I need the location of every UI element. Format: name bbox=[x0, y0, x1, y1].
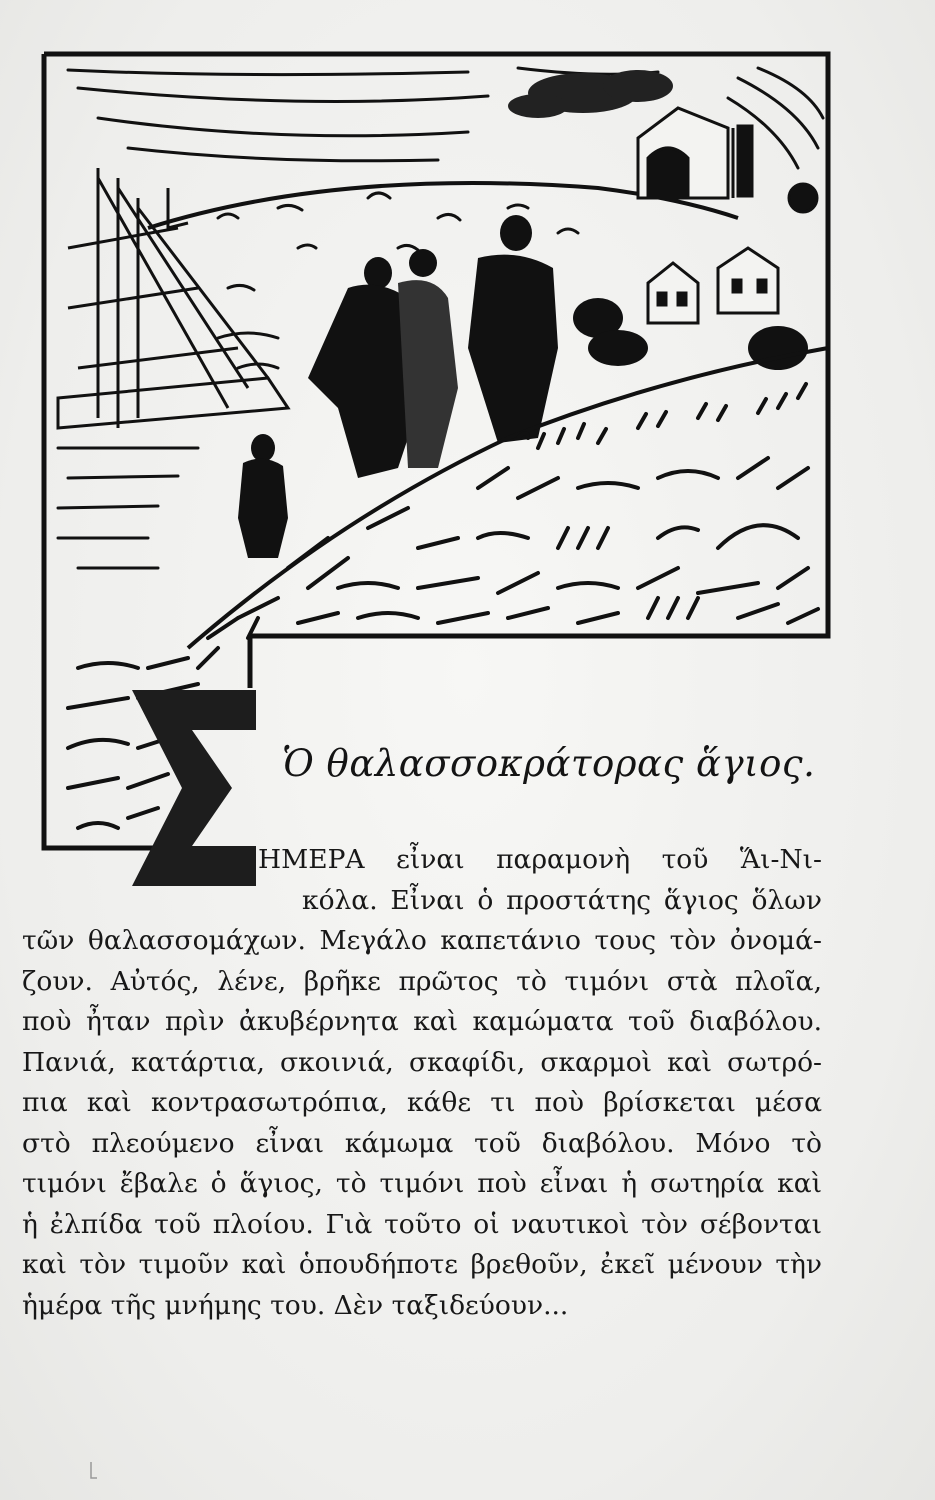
text-line: ποὺ ἦταν πρὶν ἀκυβέρνητα καὶ καμώματα τοῦ διαβόλου. bbox=[22, 1006, 822, 1037]
text-line: τῶν θαλασσομάχων. Μεγάλο καπετάνιο τους τὸν ὀνομά- bbox=[22, 925, 822, 956]
text-line: ἡμέρα τῆς μνήμης του. Δὲν ταξιδεύουν... bbox=[22, 1289, 569, 1321]
text-line: ἡ ἐλπίδα τοῦ πλοίου. Γιὰ τοῦτο οἱ ναυτικοὶ τὸν σέβονται bbox=[22, 1208, 822, 1240]
text-line: ζουν. Αὐτός, λένε, βρῆκε πρῶτος τὸ τιμόνι στὰ πλοῖα, bbox=[22, 965, 822, 997]
text-line: στὸ πλεούμενο εἶναι κάμωμα τοῦ διαβόλου. Μόνο τὸ bbox=[22, 1127, 822, 1159]
text-line: κόλα. Εἶναι ὁ προστάτης ἅγιος ὅλων bbox=[302, 884, 822, 916]
body-paragraph bbox=[22, 840, 822, 1326]
text-line: πια καὶ κοντρασωτρόπια, κάθε τι ποὺ βρίσκεται μέσα bbox=[22, 1087, 822, 1118]
chapter-heading: Ὁ θαλασσοκράτορας ἅγιος. bbox=[282, 742, 816, 785]
text-line: ΗΜΕΡΑ εἶναι παραμονὴ τοῦ Ἅι-Νι- bbox=[258, 844, 822, 875]
text-line: τιμόνι ἔβαλε ὁ ἅγιος, τὸ τιμόνι ποὺ εἶναι ἡ σωτηρία καὶ bbox=[22, 1168, 822, 1199]
text-line: Πανιά, κατάρτια, σκοινιά, σκαφίδι, σκαρμοὶ καὶ σωτρό- bbox=[22, 1046, 822, 1078]
page-mark-icon bbox=[90, 1462, 98, 1480]
text-line: καὶ τὸν τιμοῦν καὶ ὁπουδήποτε βρεθοῦν, ἐκεῖ μένουν τὴν bbox=[22, 1249, 822, 1280]
